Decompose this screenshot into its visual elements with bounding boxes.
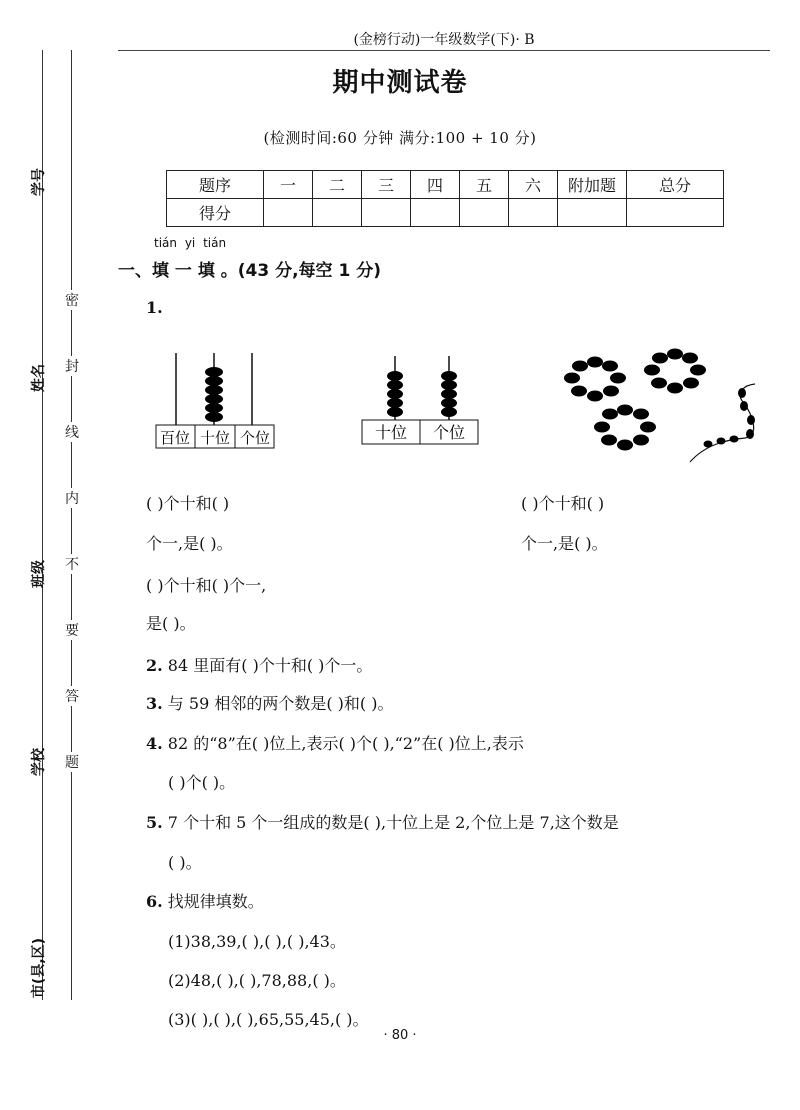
question-2 xyxy=(146,653,372,676)
student-id-label: 学号 xyxy=(31,168,47,196)
table-cell: 总分 xyxy=(627,171,724,199)
abacus-place-label: 百位 xyxy=(159,429,191,447)
section-heading: 一、填 一 填 。(43 分,每空 1 分) xyxy=(118,261,381,281)
page-number: · 80 · xyxy=(383,1028,417,1043)
question-number: 4. xyxy=(146,734,163,753)
abacus-place-label: 个位 xyxy=(239,429,271,447)
question-text: 是( )。 xyxy=(146,614,196,633)
seal-char: 密 xyxy=(63,290,81,310)
score-cell[interactable] xyxy=(460,199,509,227)
city-label: 市(县,区) xyxy=(31,937,47,999)
score-cell[interactable] xyxy=(509,199,558,227)
table-cell: 一 xyxy=(264,171,313,199)
binding-line-inner xyxy=(71,50,72,1000)
question-3 xyxy=(146,691,393,714)
score-cell[interactable] xyxy=(627,199,724,227)
score-cell[interactable] xyxy=(558,199,627,227)
seal-char: 答 xyxy=(63,686,81,706)
question-6 xyxy=(146,889,264,912)
question-text: 个一,是( )。 xyxy=(146,534,233,553)
question-text: 个一,是( )。 xyxy=(521,534,608,553)
abacus-three-rods xyxy=(150,345,280,450)
question-text: (2)48,( ),( ),78,88,( )。 xyxy=(168,971,346,990)
exam-info: (检测时间:60 分钟 满分:100 + 10 分) xyxy=(263,129,537,147)
question-text: ( )个十和( )个一, xyxy=(146,576,267,595)
question-number: 2. xyxy=(146,656,163,675)
score-table xyxy=(166,170,724,227)
header-rule xyxy=(118,50,770,51)
section-pinyin: tián yi tián xyxy=(154,236,227,250)
question-text: ( )个十和( ) xyxy=(521,494,605,513)
question-text: ( )个( )。 xyxy=(168,773,236,792)
school-label: 学校 xyxy=(31,748,47,776)
score-cell[interactable] xyxy=(313,199,362,227)
question-text: 84 里面有( )个十和( )个一。 xyxy=(167,656,373,675)
table-cell: 六 xyxy=(509,171,558,199)
score-table-header-row xyxy=(167,171,724,199)
bead-groups-illustration xyxy=(555,340,770,470)
seal-char: 要 xyxy=(63,620,81,640)
question-text: ( )。 xyxy=(168,853,202,872)
book-header: (金榜行动)一年级数学(下)· B xyxy=(353,32,535,48)
question-number: 6. xyxy=(146,892,163,911)
question-text: (1)38,39,( ),( ),( ),43。 xyxy=(168,932,346,951)
score-cell[interactable] xyxy=(362,199,411,227)
table-cell: 附加题 xyxy=(558,171,627,199)
class-label: 班级 xyxy=(31,560,47,588)
table-cell: 二 xyxy=(313,171,362,199)
seal-char: 不 xyxy=(63,554,81,574)
question-text: 7 个十和 5 个一组成的数是( ),十位上是 2,个位上是 7,这个数是 xyxy=(167,813,619,832)
seal-char: 题 xyxy=(63,752,81,772)
question-text: 82 的“8”在( )位上,表示( )个( ),“2”在( )位上,表示 xyxy=(167,734,524,753)
table-cell: 得分 xyxy=(167,199,264,227)
score-table-score-row xyxy=(167,199,724,227)
name-label: 姓名 xyxy=(31,364,47,392)
table-cell: 五 xyxy=(460,171,509,199)
abacus-two-rods xyxy=(360,350,485,450)
seal-char: 内 xyxy=(63,488,81,508)
question-text: 与 59 相邻的两个数是( )和( )。 xyxy=(167,694,394,713)
question-text: (3)( ),( ),( ),65,55,45,( )。 xyxy=(168,1010,369,1029)
abacus-place-label: 十位 xyxy=(199,429,231,447)
abacus-place-label: 十位 xyxy=(374,423,408,442)
question-text: 找规律填数。 xyxy=(167,892,264,911)
seal-char: 封 xyxy=(63,356,81,376)
score-cell[interactable] xyxy=(264,199,313,227)
question-5 xyxy=(146,810,619,833)
question-number: 1. xyxy=(146,298,163,317)
question-4 xyxy=(146,731,524,754)
abacus-place-label: 个位 xyxy=(432,423,466,442)
seal-char: 线 xyxy=(63,422,81,442)
table-cell: 四 xyxy=(411,171,460,199)
question-number: 3. xyxy=(146,694,163,713)
table-cell: 题序 xyxy=(167,171,264,199)
page-title: 期中测试卷 xyxy=(332,68,468,98)
table-cell: 三 xyxy=(362,171,411,199)
question-text: ( )个十和( ) xyxy=(146,494,230,513)
score-cell[interactable] xyxy=(411,199,460,227)
question-number: 5. xyxy=(146,813,163,832)
